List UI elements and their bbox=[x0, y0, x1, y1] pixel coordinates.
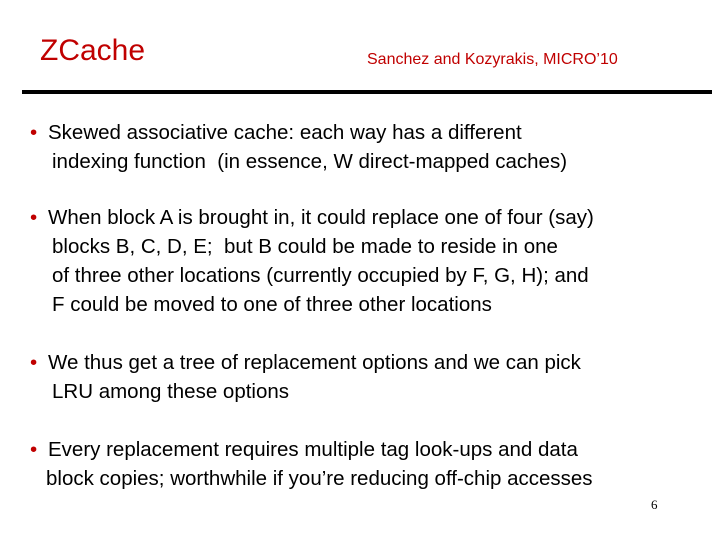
bullet-text: Skewed associative cache: each way has a different bbox=[48, 121, 522, 144]
bullet-dot: • bbox=[30, 351, 38, 374]
bullet-line: block copies; worthwhile if you’re reducing off-chip accesses bbox=[46, 467, 593, 490]
title-divider bbox=[22, 90, 712, 94]
bullet-line: indexing function (in essence, W direct-mapped caches) bbox=[52, 150, 568, 173]
bullet-line bbox=[30, 118, 710, 147]
bullet-line bbox=[30, 203, 710, 232]
bullet-dot: • bbox=[30, 438, 38, 461]
bullet-item bbox=[30, 435, 710, 493]
page-number: 6 bbox=[651, 497, 658, 512]
bullet-item bbox=[30, 203, 710, 319]
bullet-dot: • bbox=[30, 206, 38, 229]
bullet-line: blocks B, C, D, E; but B could be made to reside in one bbox=[52, 235, 558, 258]
bullet-line: of three other locations (currently occupied by F, G, H); and bbox=[52, 264, 589, 287]
bullet-line bbox=[30, 435, 710, 464]
bullet-line bbox=[30, 348, 710, 377]
slide-title: ZCache bbox=[40, 34, 146, 67]
bullet-line: LRU among these options bbox=[52, 380, 290, 403]
bullet-dot: • bbox=[30, 121, 38, 144]
bullet-line: F could be moved to one of three other locations bbox=[52, 293, 492, 316]
bullet-text: Every replacement requires multiple tag look-ups and data bbox=[48, 438, 578, 461]
bullet-item bbox=[30, 118, 710, 176]
bullet-text: When block A is brought in, it could replace one of four (say) bbox=[48, 206, 594, 229]
slide-subtitle: Sanchez and Kozyrakis, MICRO’10 bbox=[367, 51, 618, 68]
bullet-text: We thus get a tree of replacement options and we can pick bbox=[48, 351, 581, 374]
bullet-item bbox=[30, 348, 710, 406]
